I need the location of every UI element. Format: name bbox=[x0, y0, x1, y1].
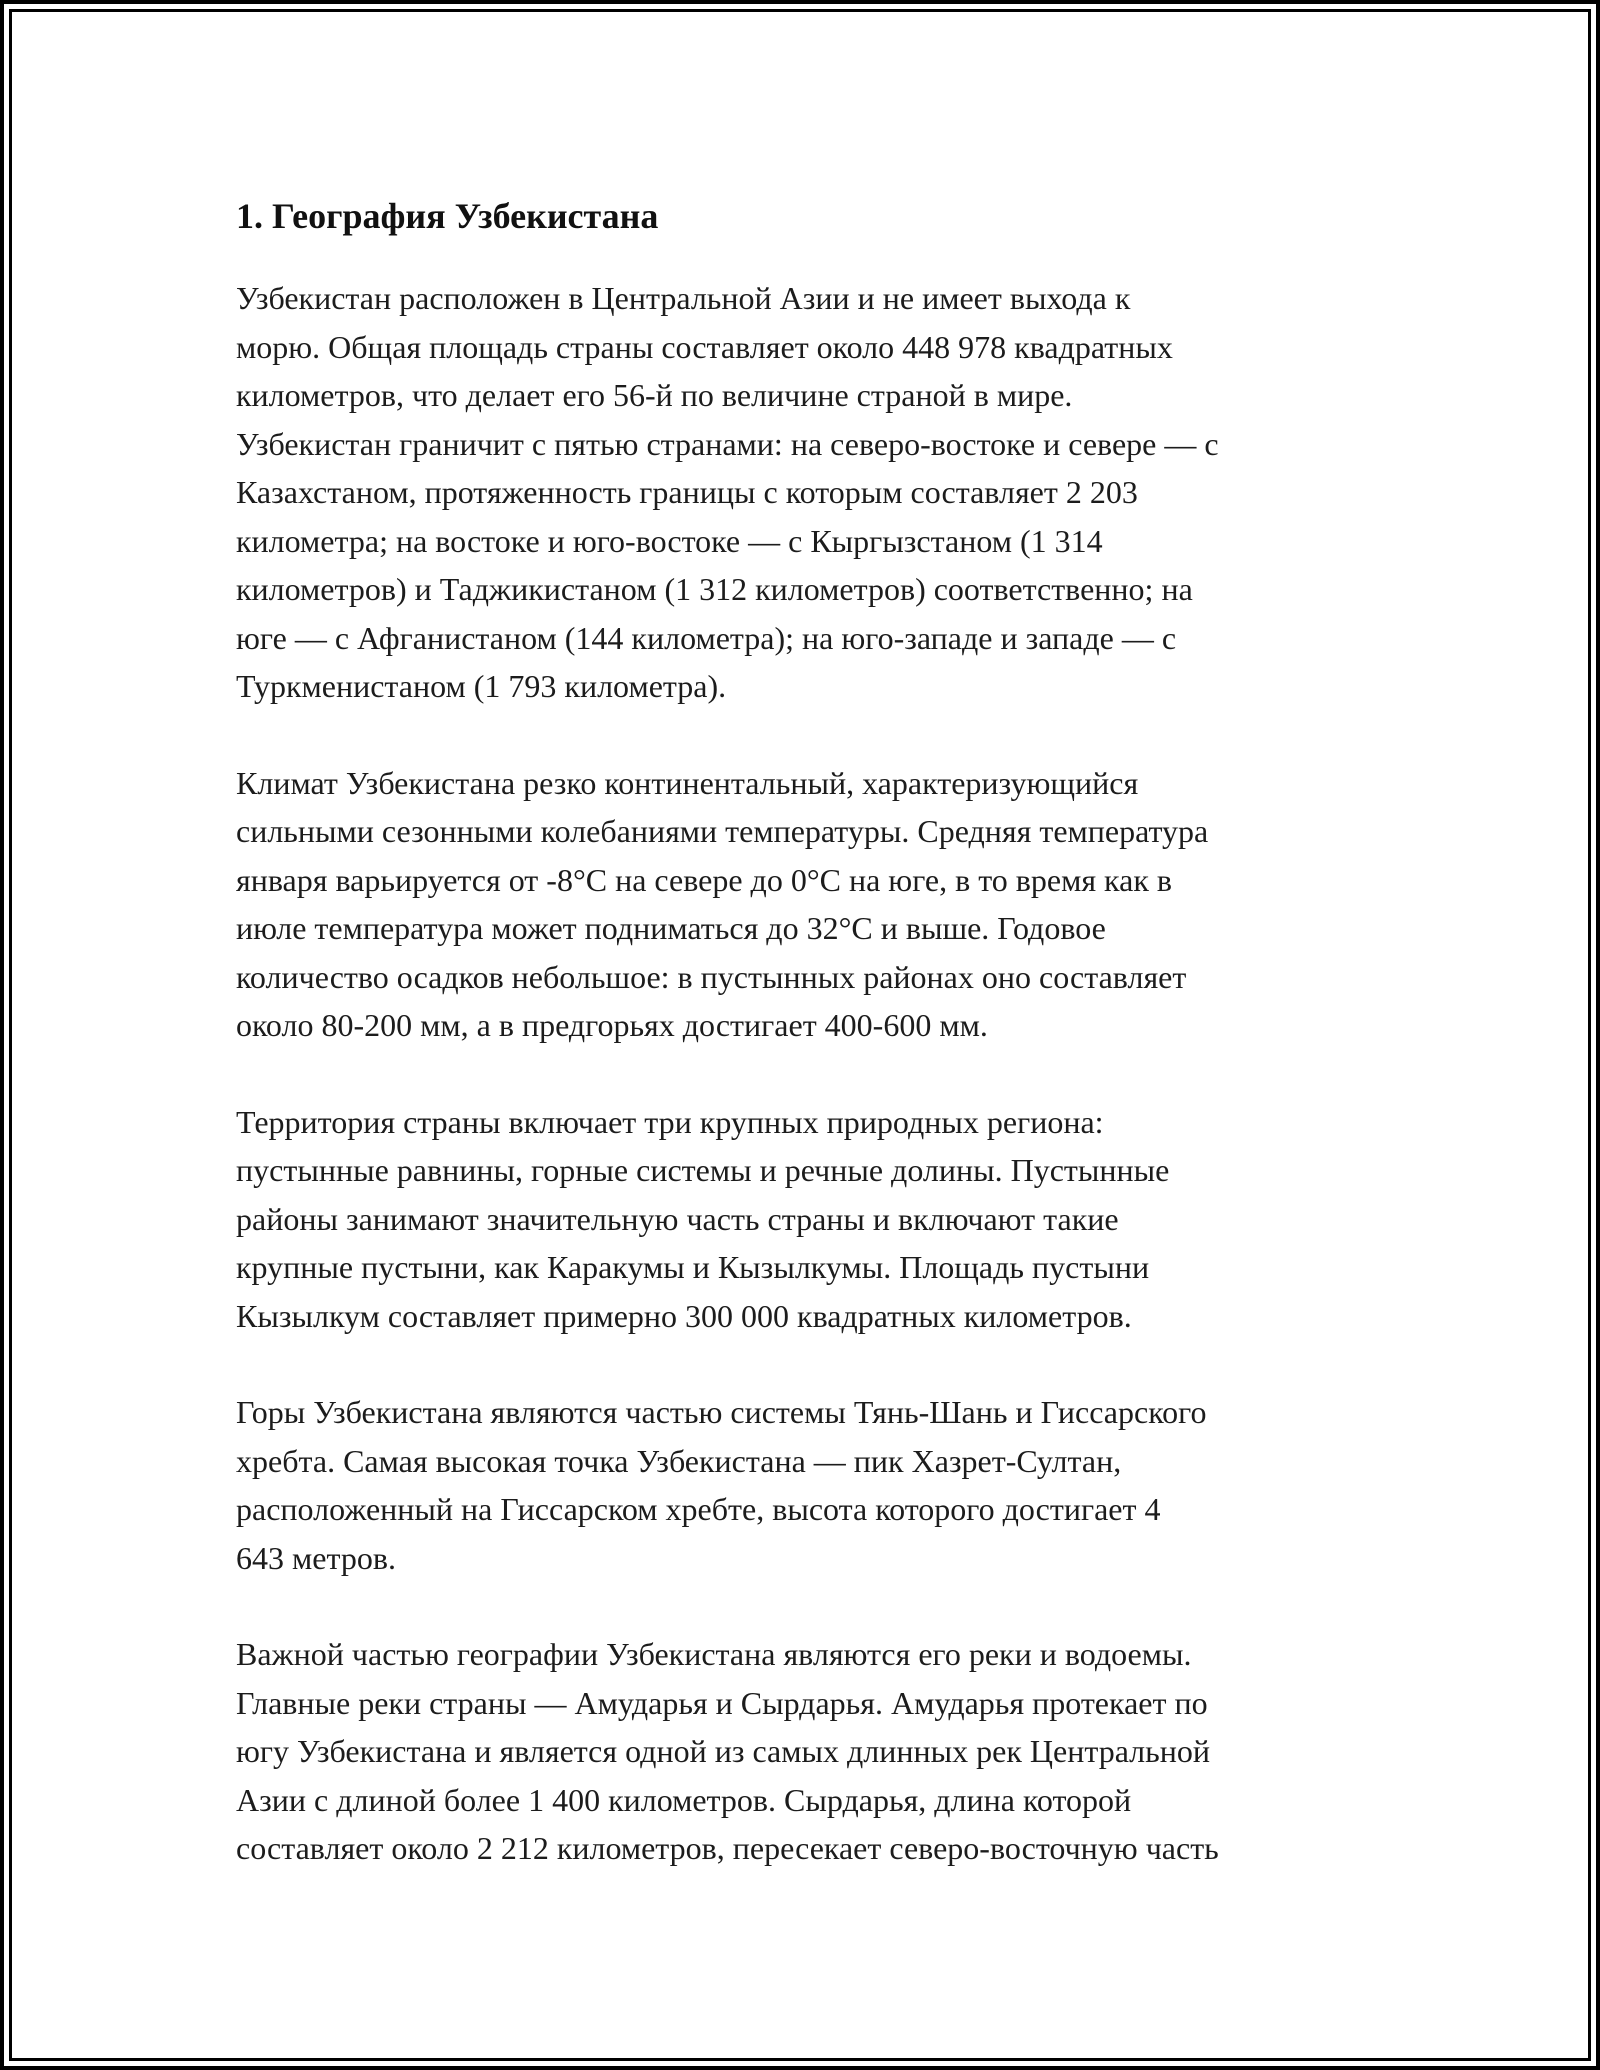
paragraph-line: около 80-200 мм, а в предгорьях достигает 400-600 мм. bbox=[236, 1007, 988, 1043]
paragraph-line: января варьируется от -8°C на севере до 0°C на юге, в то время как в bbox=[236, 861, 1172, 898]
paragraph-line: югу Узбекистана и является одной из самых длинных рек Центральной bbox=[236, 1733, 1210, 1769]
section-heading: 1. География Узбекистана bbox=[236, 196, 659, 236]
paragraph-line: июле температура может подниматься до 32°C и выше. Годовое bbox=[236, 910, 1106, 946]
paragraph-line: районы занимают значительную часть страны и включают такие bbox=[236, 1200, 1119, 1237]
paragraph-line: хребта. Самая высокая точка Узбекистана — пик Хазрет-Султан, bbox=[236, 1442, 1122, 1479]
paragraph-line: Азии с длиной более 1 400 километров. Сырдарья, длина которой bbox=[236, 1781, 1132, 1818]
paragraph-line: количество осадков небольшое: в пустынных районах оно составляет bbox=[236, 958, 1187, 995]
document-page bbox=[236, 184, 1376, 1921]
paragraph-line: составляет около 2 212 километров, пересекает северо-восточную часть bbox=[236, 1830, 1219, 1866]
paragraph-3 bbox=[236, 1098, 1376, 1341]
paragraph-1 bbox=[236, 274, 1376, 711]
paragraph-line: крупные пустыни, как Каракумы и Кызылкумы. Площадь пустыни bbox=[236, 1249, 1150, 1285]
paragraph-line: Казахстаном, протяженность границы с которым составляет 2 203 bbox=[236, 474, 1138, 510]
paragraph-line: Кызылкум составляет примерно 300 000 квадратных километров. bbox=[236, 1297, 1132, 1334]
paragraph-line: пустынные равнины, горные системы и речные долины. Пустынные bbox=[236, 1152, 1170, 1188]
paragraph-line: расположенный на Гиссарском хребте, высота которого достигает 4 bbox=[236, 1491, 1161, 1527]
paragraph-line: Туркменистаном (1 793 километра). bbox=[236, 668, 727, 704]
paragraph-line: сильными сезонными колебаниями температуры. Средняя температура bbox=[236, 813, 1209, 849]
paragraph-5 bbox=[236, 1630, 1376, 1873]
paragraph-line: Узбекистан граничит с пятью странами: на северо-востоке и севере — с bbox=[236, 425, 1219, 462]
paragraph-4 bbox=[236, 1388, 1376, 1582]
paragraph-line: Узбекистан расположен в Центральной Азии и не имеет выхода к bbox=[236, 280, 1131, 316]
paragraph-line: Главные реки страны — Амударья и Сырдарья. Амударья протекает по bbox=[236, 1684, 1208, 1721]
paragraph-line: Климат Узбекистана резко континентальный, характеризующийся bbox=[236, 764, 1139, 801]
paragraph-line: Горы Узбекистана являются частью системы Тянь-Шань и Гиссарского bbox=[236, 1394, 1207, 1430]
paragraph-line: 643 метров. bbox=[236, 1539, 396, 1576]
paragraph-line: километров) и Таджикистаном (1 312 километров) соответственно; на bbox=[236, 571, 1193, 607]
paragraph-line: морю. Общая площадь страны составляет около 448 978 квадратных bbox=[236, 328, 1173, 365]
paragraph-line: Территория страны включает три крупных природных региона: bbox=[236, 1103, 1104, 1140]
paragraph-line: километров, что делает его 56-й по величине страной в мире. bbox=[236, 377, 1073, 413]
document-body bbox=[236, 274, 1376, 1873]
paragraph-line: километра; на востоке и юго-востоке — с Кыргызстаном (1 314 bbox=[236, 522, 1103, 559]
paragraph-2 bbox=[236, 759, 1376, 1050]
paragraph-line: юге — с Афганистаном (144 километра); на юго-западе и западе — с bbox=[236, 619, 1177, 656]
paragraph-line: Важной частью географии Узбекистана являются его реки и водоемы. bbox=[236, 1636, 1192, 1672]
